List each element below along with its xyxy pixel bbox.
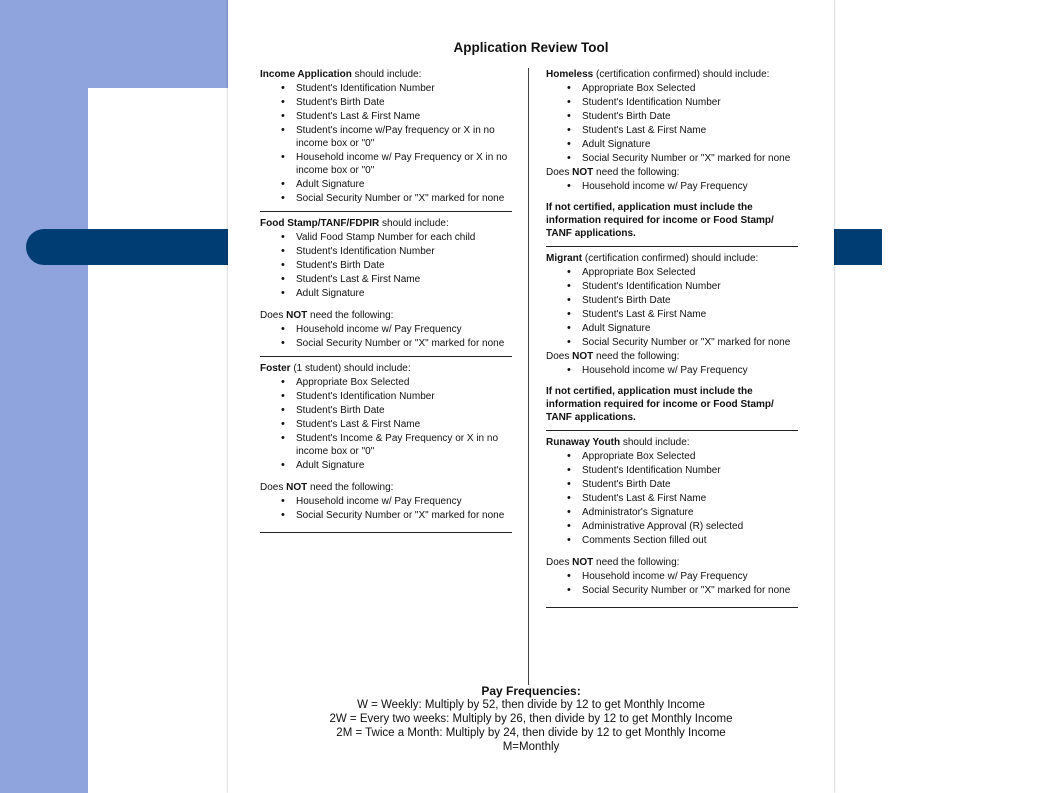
list-item: • Household income w/ Pay Frequency [582, 570, 798, 583]
migrant-heading: Migrant [546, 253, 583, 264]
pay-frequency-line: 2M = Twice a Month: Multiply by 24, then divide by 12 to get Monthly Income [336, 727, 726, 739]
list-item: • Adult Signature [582, 322, 798, 335]
income-heading-suffix: should include: [351, 69, 422, 80]
list-item: • Student's Last & First Name [582, 308, 798, 321]
list-item: • Appropriate Box Selected [582, 266, 798, 279]
migrant-list [546, 266, 798, 349]
migrant-not-needed-list [546, 364, 798, 377]
list-item: • Valid Food Stamp Number for each child [296, 231, 512, 244]
list-item: • Student's Last & First Name [296, 273, 512, 286]
pay-frequency-line: M=Monthly [502, 741, 560, 753]
list-item: • Appropriate Box Selected [582, 450, 798, 463]
list-item: • Adult Signature [296, 287, 512, 300]
migrant-note: If not certified, application must include the information required for income or Food Stamp/ TANF applications. [546, 386, 774, 423]
section-rule [546, 607, 798, 608]
list-item: • Student's Birth Date [582, 478, 798, 491]
foster-heading: Foster [260, 363, 291, 374]
list-item: • Adult Signature [296, 178, 512, 191]
left-column [260, 68, 512, 538]
income-section [260, 68, 512, 205]
list-item: • Social Security Number or "X" marked for none [296, 192, 512, 205]
homeless-not-needed: Does NOT need the following: [546, 167, 680, 178]
list-item: • Student's Identification Number [582, 464, 798, 477]
list-item: • Social Security Number or "X" marked for none [296, 509, 512, 522]
foster-list [260, 376, 512, 472]
food-stamp-not-needed-list [260, 323, 512, 350]
right-column [546, 68, 798, 613]
list-item: • Student's Birth Date [582, 294, 798, 307]
runaway-heading: Runaway Youth [546, 437, 621, 448]
foster-not-needed-list [260, 495, 512, 522]
migrant-heading-suffix: (certification confirmed) should include: [582, 253, 759, 264]
section-rule [546, 430, 798, 431]
food-stamp-heading: Food Stamp/TANF/FDPIR [260, 218, 380, 229]
list-item: • Social Security Number or "X" marked for none [296, 337, 512, 350]
list-item: • Household income w/ Pay Frequency [296, 495, 512, 508]
pay-frequency-line: W = Weekly: Multiply by 52, then divide by 12 to get Monthly Income [357, 699, 705, 711]
foster-section [260, 362, 512, 522]
list-item: • Household income w/ Pay Frequency [296, 323, 512, 336]
navy-bar-right-decor [830, 229, 882, 265]
list-item: • Household income w/ Pay Frequency [582, 180, 798, 193]
foster-heading-suffix: (1 student) should include: [290, 363, 411, 374]
list-item: • Social Security Number or "X" marked for none [582, 152, 798, 165]
list-item: • Student's Last & First Name [582, 492, 798, 505]
top-decor-band [88, 0, 228, 88]
section-rule [260, 211, 512, 212]
left-decor-band [0, 0, 88, 793]
list-item: • Student's Birth Date [582, 110, 798, 123]
list-item: • Adult Signature [296, 459, 512, 472]
list-item: • Administrator's Signature [582, 506, 798, 519]
runaway-section [546, 436, 798, 597]
income-list [260, 82, 512, 205]
runaway-not-needed: Does NOT need the following: [546, 557, 680, 568]
corner-curve-decor [88, 88, 148, 148]
pay-frequencies-title: Pay Frequencies: [481, 684, 581, 698]
list-item: • Student's Identification Number [296, 245, 512, 258]
list-item: • Administrative Approval (R) selected [582, 520, 798, 533]
list-item: • Social Security Number or "X" marked for none [582, 336, 798, 349]
list-item: • Household income w/ Pay Frequency or X in no income box or "0" [296, 151, 512, 177]
list-item: • Comments Section filled out [582, 534, 798, 547]
list-item: • Student's Last & First Name [296, 110, 512, 123]
section-rule [546, 246, 798, 247]
section-rule [260, 356, 512, 357]
list-item: • Student's Identification Number [582, 280, 798, 293]
homeless-heading: Homeless [546, 69, 594, 80]
pay-frequency-line: 2W = Every two weeks: Multiply by 26, then divide by 12 to get Monthly Income [329, 713, 733, 725]
food-stamp-list [260, 231, 512, 300]
food-stamp-section [260, 217, 512, 350]
list-item: • Student's income w/Pay frequency or X in no income box or "0" [296, 124, 512, 150]
homeless-list [546, 82, 798, 165]
list-item: • Student's Birth Date [296, 404, 512, 417]
list-item: • Social Security Number or "X" marked for none [582, 584, 798, 597]
homeless-not-needed-list [546, 180, 798, 193]
income-heading: Income Application [260, 69, 352, 80]
list-item: • Student's Birth Date [296, 96, 512, 109]
list-item: • Student's Identification Number [296, 390, 512, 403]
food-stamp-not-needed: Does NOT need the following: [260, 310, 394, 321]
homeless-heading-suffix: (certification confirmed) should include: [593, 69, 770, 80]
runaway-list [546, 450, 798, 547]
runaway-not-needed-list [546, 570, 798, 597]
migrant-not-needed: Does NOT need the following: [546, 351, 680, 362]
document-page [228, 0, 834, 793]
food-stamp-heading-suffix: should include: [379, 218, 449, 229]
list-item: • Student's Identification Number [582, 96, 798, 109]
list-item: • Student's Identification Number [296, 82, 512, 95]
foster-not-needed: Does NOT need the following: [260, 482, 394, 493]
list-item: • Student's Birth Date [296, 259, 512, 272]
list-item: • Student's Last & First Name [296, 418, 512, 431]
migrant-section [546, 252, 798, 424]
list-item: • Student's Income & Pay Frequency or X in no income box or "0" [296, 432, 512, 458]
runaway-heading-suffix: should include: [620, 437, 690, 448]
list-item: • Appropriate Box Selected [296, 376, 512, 389]
list-item: • Adult Signature [582, 138, 798, 151]
section-rule [260, 532, 512, 533]
column-divider [528, 68, 529, 685]
navy-bar-left-decor [26, 229, 236, 265]
pay-frequencies [228, 684, 834, 754]
list-item: • Household income w/ Pay Frequency [582, 364, 798, 377]
document-title: Application Review Tool [453, 40, 609, 55]
list-item: • Student's Last & First Name [582, 124, 798, 137]
homeless-section [546, 68, 798, 240]
list-item: • Appropriate Box Selected [582, 82, 798, 95]
homeless-note: If not certified, application must include the information required for income or Food Stamp/ TANF applications. [546, 202, 774, 239]
